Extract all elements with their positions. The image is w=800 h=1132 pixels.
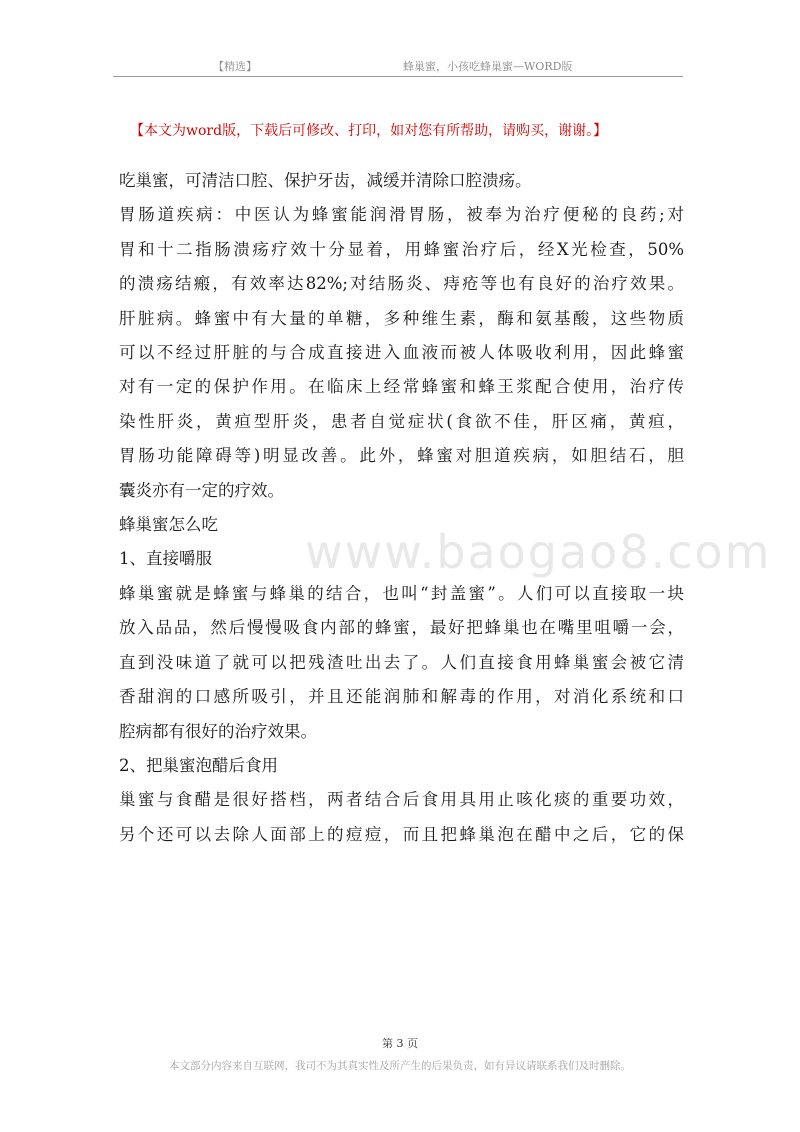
purchase-notice: 【本文为word版，下载后可修改、打印，如对您有所帮助，请购买，谢谢。】 bbox=[130, 123, 608, 139]
body-line: 肝脏病。蜂蜜中有大量的单糖，多种维生素，酶和氨基酸，这些物质 bbox=[119, 308, 684, 328]
body-line: 另个还可以去除人面部上的痘痘，而且把蜂巢泡在醋中之后，它的保 bbox=[119, 824, 684, 844]
page-number: 第 3 页 bbox=[382, 1037, 418, 1050]
body-line: 放入品品，然后慢慢吸食内部的蜂蜜，最好把蜂巢也在嘴里咀嚼一会， bbox=[119, 618, 684, 638]
body-line: 香甜润的口感所吸引，并且还能润肺和解毒的作用，对消化系统和口 bbox=[119, 687, 684, 707]
watermark: www.baogao8.com bbox=[305, 525, 772, 579]
body-line: 胃和十二指肠溃疡疗效十分显着，用蜂蜜治疗后，经X光检查，50% bbox=[119, 239, 684, 259]
body-line: 对有一定的保护作用。在临床上经常蜂蜜和蜂王浆配合使用，治疗传 bbox=[119, 377, 684, 397]
page-header bbox=[113, 56, 683, 77]
header-document-title: 蜂巢蜜，小孩吃蜂巢蜜—WORD版 bbox=[403, 60, 573, 73]
section-heading: 蜂巢蜜怎么吃 bbox=[119, 515, 218, 535]
body-line: 胃肠功能障碍等)明显改善。此外，蜂蜜对胆道疾病，如胆结石，胆 bbox=[119, 446, 684, 466]
subsection-heading: 2、把巢蜜泡醋后食用 bbox=[119, 755, 278, 775]
document-body bbox=[119, 164, 684, 852]
body-line: 胃肠道疾病：中医认为蜂蜜能润滑胃肠，被奉为治疗便秘的良药;对 bbox=[119, 205, 684, 225]
body-line: 的溃疡结瘢，有效率达82%;对结肠炎、痔疮等也有良好的治疗效果。 bbox=[119, 274, 684, 294]
header-left-label: 【精选】 bbox=[213, 60, 257, 73]
body-line: 囊炎亦有一定的疗效。 bbox=[119, 480, 284, 500]
body-line: 可以不经过肝脏的与合成直接进入血液而被人体吸收利用，因此蜂蜜 bbox=[119, 343, 684, 363]
subsection-heading: 1、直接嚼服 bbox=[119, 549, 212, 569]
body-line: 染性肝炎，黄疸型肝炎，患者自觉症状(食欲不佳，肝区痛，黄疸， bbox=[119, 411, 684, 431]
body-line: 直到没味道了就可以把残渣吐出去了。人们直接食用蜂巢蜜会被它清 bbox=[119, 652, 684, 672]
body-line: 吃巢蜜，可清洁口腔、保护牙齿，减缓并清除口腔溃疡。 bbox=[119, 171, 532, 190]
footer-disclaimer: 本文部分内容来自互联网，我司不为其真实性及所产生的后果负责，如有异议请联系我们及时删除。 bbox=[169, 1060, 631, 1072]
body-line: 腔病都有很好的治疗效果。 bbox=[119, 721, 317, 741]
body-line: 巢蜜与食醋是很好搭档，两者结合后食用具用止咳化痰的重要功效， bbox=[119, 790, 684, 810]
body-line: 蜂巢蜜就是蜂蜜与蜂巢的结合，也叫“封盖蜜”。人们可以直接取一块 bbox=[119, 583, 684, 603]
